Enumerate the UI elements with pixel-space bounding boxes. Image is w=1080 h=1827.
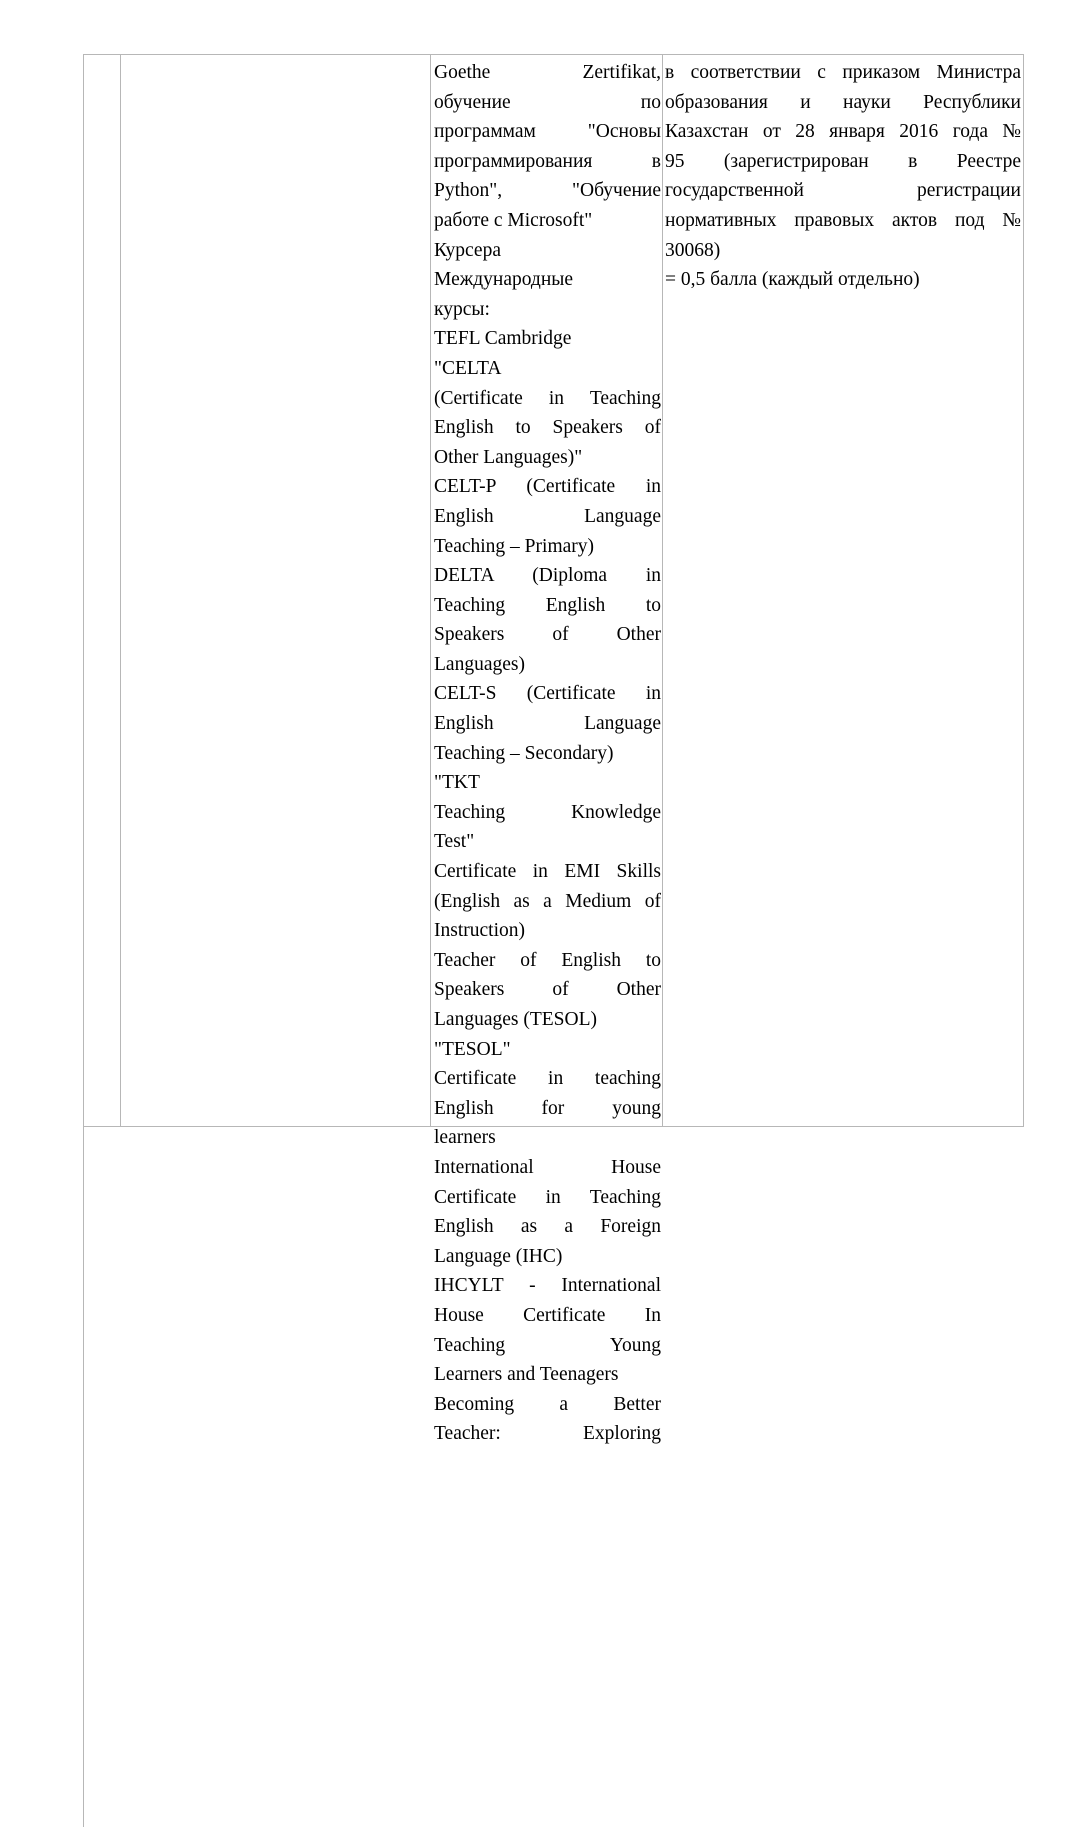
certificate-text-line: CELT-S (Certificate in	[434, 683, 661, 705]
certificate-text-line: Teaching – Primary)	[434, 535, 594, 557]
certificate-text-line: обучение по	[434, 91, 661, 113]
scoring-text-line: 30068)	[665, 239, 721, 261]
certificate-text-line: DELTA (Diploma in	[434, 565, 661, 587]
certificate-text-line: Instruction)	[434, 920, 525, 942]
certificate-text-line: Teacher: Exploring	[434, 1423, 661, 1445]
scoring-text-line: образования и науки Республики	[665, 91, 1021, 113]
certificate-text-line: International House	[434, 1156, 661, 1178]
certificate-text-line: работе с Microsoft"	[434, 209, 593, 231]
certificate-text-line: Teacher of English to	[434, 949, 661, 971]
certificate-text-line: IHCYLT - International	[434, 1275, 661, 1297]
certificate-text-line: CELT-P (Certificate in	[434, 476, 661, 498]
certificate-text-line: Language (IHC)	[434, 1245, 563, 1267]
certificate-text-line: "TESOL"	[434, 1038, 511, 1060]
scoring-text-line: государственной регистрации	[665, 180, 1021, 202]
certificate-text-line: программам "Основы	[434, 121, 661, 143]
certificate-text-line: Languages)	[434, 653, 525, 675]
scoring-cell	[665, 58, 1021, 295]
certificate-text-line: English Language	[434, 713, 661, 735]
certificate-text-line: Teaching Young	[434, 1334, 661, 1356]
certificate-text-line: Teaching English to	[434, 594, 661, 616]
certificate-text-line: TEFL Cambridge	[434, 328, 572, 350]
certificate-text-line: Teaching – Secondary)	[434, 742, 614, 764]
certificate-text-line: "CELTA	[434, 357, 502, 379]
certificate-text-line: Курсера	[434, 239, 501, 261]
scoring-text-line: в соответствии с приказом Министра	[665, 62, 1021, 83]
certificate-text-line: Международные	[434, 269, 574, 291]
certificate-text-line: "TKT	[434, 772, 480, 794]
certificate-text-line: learners	[434, 1127, 496, 1149]
certificate-text-line: Certificate in Teaching	[434, 1186, 661, 1208]
certificate-text-line: English for young	[434, 1097, 661, 1119]
table-divider	[1023, 54, 1024, 1127]
certificate-text-line: Certificate in teaching	[434, 1068, 661, 1090]
certificate-text-line: Python", "Обучение	[434, 180, 661, 202]
certificate-text-line: English Language	[434, 505, 661, 527]
certificate-text-line: Becoming a Better	[434, 1393, 661, 1415]
certificate-text-line: Speakers of Other	[434, 624, 661, 646]
certificate-text-line: Other Languages)"	[434, 446, 583, 468]
scoring-text-line: нормативных правовых актов под №	[665, 209, 1021, 231]
scoring-text-line: Казахстан от 28 января 2016 года №	[665, 121, 1021, 143]
certificate-text-line: (English as a Medium of	[434, 890, 661, 912]
certificate-text-line: Teaching Knowledge	[434, 801, 661, 823]
certificate-text-line: Certificate in EMI Skills	[434, 861, 661, 883]
scoring-text-line: 95 (зарегистрирован в Реестре	[665, 150, 1021, 172]
certificate-text-line: программирования в	[434, 150, 661, 172]
certificate-text-line: English as a Foreign	[434, 1216, 661, 1238]
certificate-text-line: House Certificate In	[434, 1304, 661, 1326]
certificate-text-line: Learners and Teenagers	[434, 1364, 619, 1386]
table-divider	[120, 54, 121, 1127]
certificate-text-line: (Certificate in Teaching	[434, 387, 661, 409]
table-divider	[662, 54, 663, 1127]
certificate-text-line: Goethe Zertifikat,	[434, 62, 661, 83]
certificate-text-line: Test"	[434, 831, 475, 853]
certificate-text-line: English to Speakers of	[434, 417, 661, 439]
table-divider	[430, 54, 431, 1127]
certificate-text-line: курсы:	[434, 298, 490, 320]
certificate-text-line: Languages (TESOL)	[434, 1009, 597, 1030]
certificate-text-line: Speakers of Other	[434, 979, 661, 1001]
scoring-text-line: = 0,5 балла (каждый отдельно)	[665, 269, 920, 291]
certificates-cell	[434, 58, 661, 1449]
